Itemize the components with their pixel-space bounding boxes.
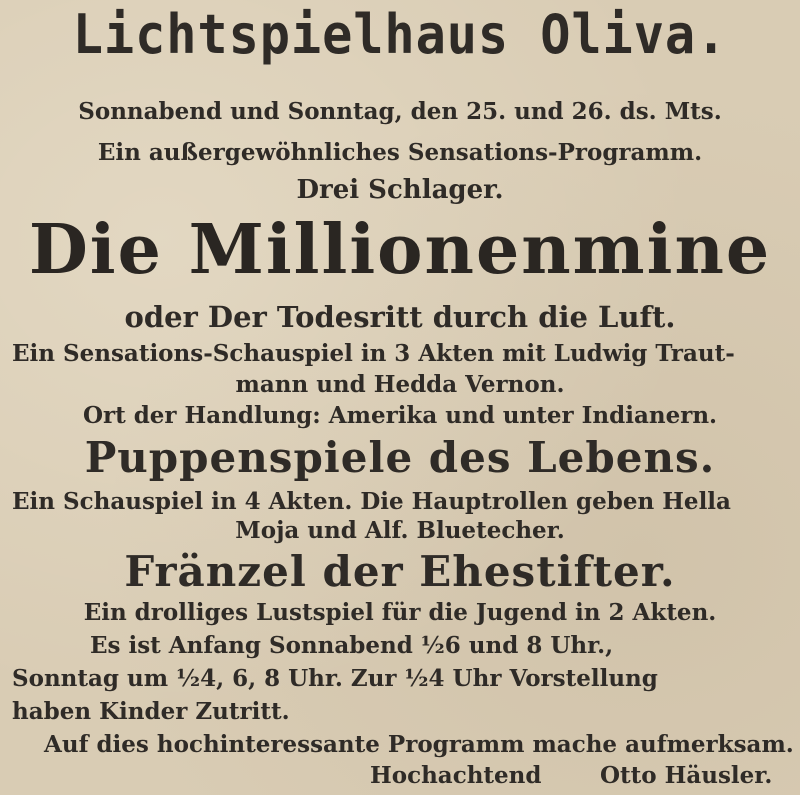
three-hits-line: Drei Schlager. (296, 175, 504, 205)
showtimes-line-1: Es ist Anfang Sonnabend ½6 und 8 Uhr., (90, 632, 614, 659)
film-title-millionenmine: Die Millionenmine (28, 210, 772, 290)
film1-setting: Ort der Handlung: Amerika und unter Indianern. (82, 402, 718, 429)
film2-description-2: Moja und Alf. Bluetecher. (235, 517, 565, 544)
showtimes-line-2: Sonntag um ½4, 6, 8 Uhr. Zur ½4 Uhr Vorstellung (12, 665, 658, 692)
film-title-puppenspiele: Puppenspiele des Lebens. (84, 433, 716, 482)
children-admission: haben Kinder Zutritt. (12, 698, 290, 725)
cinema-title: Lichtspielhaus Oliva. (72, 3, 728, 66)
film2-description-1: Ein Schauspiel in 4 Akten. Die Hauptrollen geben Hella (12, 488, 731, 515)
signature-name: Otto Häusler. (600, 762, 773, 789)
film1-description-1: Ein Sensations-Schauspiel in 3 Akten mit Ludwig Traut- (12, 340, 735, 367)
film-subtitle: oder Der Todesritt durch die Luft. (124, 300, 676, 334)
closing-note: Auf dies hochinteressante Programm mache aufmerksam. (44, 731, 794, 758)
program-line: Ein außergewöhnliches Sensations-Programm. (97, 139, 703, 166)
film3-description: Ein drolliges Lustspiel für die Jugend in 2 Akten. (83, 599, 717, 626)
date-line: Sonnabend und Sonntag, den 25. und 26. ds. Mts. (78, 98, 722, 125)
film1-description-2: mann und Hedda Vernon. (235, 371, 565, 398)
signature-greeting: Hochachtend (370, 762, 542, 789)
film-title-fraenzel: Fränzel der Ehestifter. (124, 547, 676, 596)
